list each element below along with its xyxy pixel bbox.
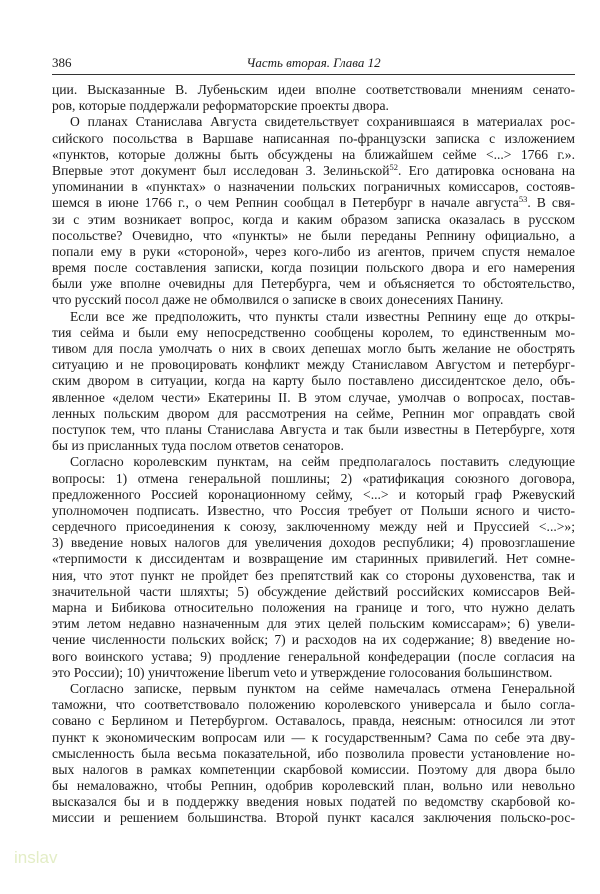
line-text: . В свя- — [527, 195, 575, 211]
text-line — [52, 292, 575, 308]
line-text: посольстве? Очевидно, что «пункты» не были переданы Репнину официально, а — [52, 227, 575, 243]
text-line — [52, 616, 575, 632]
line-text: вопросы: 1) отмена генеральной пошлины; 2) «ратификация союзного договора, — [52, 470, 575, 486]
paragraph — [52, 309, 575, 455]
page-number: 386 — [52, 55, 72, 70]
line-text: время после составления записки, когда позиции польского двора и его намерения — [52, 260, 575, 276]
text-line — [52, 390, 575, 406]
line-text: О планах Станислава Августа свидетельствует сохранившаяся в материалах рос- — [70, 114, 575, 130]
line-text: попали ему в руки «стороной», через кого-либо из агентов, причем спустя немалое — [52, 243, 575, 259]
line-text: таможни, что соответствовало положению королевского универсала и было согла- — [52, 697, 575, 713]
text-line — [52, 778, 575, 794]
text-line — [52, 519, 575, 535]
line-text: бы из присланных туда послом ответов сенаторов. — [52, 438, 344, 454]
line-text: что русский посол даже не обмолвился о записке в своих донесениях Панину. — [52, 292, 504, 308]
line-text: чение численности польских войск; 7) и расходов на их содержание; 8) введение но- — [52, 632, 575, 648]
text-line — [52, 195, 575, 211]
text-line — [52, 309, 575, 325]
text-line — [52, 649, 575, 665]
text-line — [52, 357, 575, 373]
text-line — [52, 438, 575, 454]
text-line — [52, 632, 575, 648]
footnote-ref[interactable]: 53 — [518, 195, 528, 205]
line-text: зи с этим возникает вопрос, когда и каким образом записка оказалась в русском — [52, 211, 575, 227]
text-line — [52, 471, 575, 487]
line-text: высказался бы и в поддержку введения новых податей по ведомству скарбовой ко- — [52, 794, 575, 810]
text-line — [52, 244, 575, 260]
text-line — [52, 341, 575, 357]
line-text: Согласно записке, первым пунктом на сейме намечалась отмена Генеральной — [70, 680, 575, 696]
text-line — [52, 212, 575, 228]
line-text: Если все же предположить, что пункты стали известны Репнину еще до откры- — [70, 308, 575, 324]
text-line — [52, 373, 575, 389]
line-text: пункт к экономическим вопросам или — к государственным? Сама по себе эта дву- — [52, 729, 575, 745]
line-text: смысленность была весьма показательной, ибо позволила провести установление но- — [52, 745, 575, 761]
line-text: вого воинского устава; 9) продление генеральной конфедерации (после согласия на — [52, 648, 575, 664]
line-text: этим летом недавно назначенным для этих целей польским комиссарам»; 6) увели- — [52, 616, 575, 632]
text-line — [52, 82, 575, 98]
text-line — [52, 810, 575, 826]
text-line — [52, 276, 575, 292]
text-line — [52, 730, 575, 746]
text-line — [52, 325, 575, 341]
line-text: «пунктов, которые должны быть обсуждены на ближайшем сейме <...> 1766 г.». — [52, 146, 575, 162]
text-line — [52, 584, 575, 600]
line-text: тивом для посла умолчать о них в своих депешах могло быть желание не обострять — [52, 341, 575, 356]
line-text: ленных польским двором для рассмотрения на сейме, Репнин мог оправдать свой — [52, 405, 575, 421]
line-text: ситуацию и не провоцировать конфликт между Станиславом Августом и петербург- — [52, 357, 575, 373]
text-line — [52, 228, 575, 244]
line-text: бы немаловажно, чтобы Репнин, одобрив королевский план, вольно или невольно — [52, 778, 575, 794]
line-text: «терпимости к диссидентам и возвращение им старинных привилегий. Нет сомне- — [52, 551, 575, 567]
page-header — [52, 52, 575, 75]
line-text: миссии и решением большинства. Второй пункт касался заключения польско-рос- — [52, 810, 575, 826]
text-line — [52, 179, 575, 195]
text-line — [52, 163, 575, 179]
text-line — [52, 665, 575, 681]
line-text: тия сейма и были ему непосредственно сообщены королем, то единственным мо- — [52, 324, 575, 340]
text-line — [52, 568, 575, 584]
text-line — [52, 697, 575, 713]
text-line — [52, 746, 575, 762]
paragraph — [52, 114, 575, 308]
text-line — [52, 503, 575, 519]
line-text: были уже вполне очевидны для Петербурга, чем и объясняется то обстоятельство, — [52, 276, 575, 292]
footnote-ref[interactable]: 52 — [389, 162, 398, 172]
text-line — [52, 147, 575, 163]
watermark: inslav — [14, 848, 58, 867]
text-line — [52, 260, 575, 276]
line-text: 3) введение новых налогов для увеличения доходов республики; 4) провозглашение — [52, 535, 575, 551]
line-text: уполномочен подписать. Известно, что Россия требует от Польши ясного и чисто- — [52, 502, 575, 518]
line-text: предложенного Россией коронационному сейму, <...> и который граф Ржевуский — [52, 486, 575, 502]
text-line — [52, 762, 575, 778]
line-text: сердечного присоединения к союзу, заключенному между ней и Пруссией <...>»; — [52, 519, 575, 535]
text-line — [52, 600, 575, 616]
text-line — [52, 98, 575, 114]
text-line — [52, 131, 575, 147]
line-text: Впервые этот документ был исследован З. Зелиньской — [52, 162, 390, 178]
line-text: ским двором в ситуации, когда на карту было поставлено диссидентское дело, объ- — [52, 373, 575, 389]
line-text: значительной части шляхты; 5) обсуждение действий российских комиссаров Вей- — [52, 583, 575, 599]
paragraph — [52, 681, 575, 827]
line-text: упоминании в «пунктах» о назначении польских пограничных комиссаров, состояв- — [52, 179, 575, 195]
line-text: марна и Бибикова относительно положения на границе и того, что нужно делать — [52, 600, 575, 615]
line-text: сийского посольства в Варшаве написанная по-французски записка с изложением — [52, 130, 575, 146]
paragraph — [52, 454, 575, 681]
text-line — [52, 551, 575, 567]
text-line — [52, 406, 575, 422]
line-text: вых налогов в рамках компетенции скарбовой комиссии. Поэтому для двора было — [52, 761, 575, 777]
text-line — [52, 713, 575, 729]
line-text: явленное «делом чести» Екатерины II. В этом случае, умолчав о вопросах, постав- — [52, 389, 575, 405]
line-text: Согласно королевским пунктам, на сейм предполагалось поставить следующие — [70, 454, 575, 470]
line-text: поступок тем, что планы Станислава Августа и так были известны в Петербурге, хотя — [52, 421, 575, 437]
line-text: ния, что этот пункт не пройдет без препятствий как со стороны духовенства, так и — [52, 567, 575, 583]
line-text: ции. Высказанные В. Лубеньским идеи вполне соответствовали мнениям сенато- — [52, 82, 575, 97]
line-text: шемся в июне 1766 г., о чем Репнин сообщал в Петербург в начале августа — [52, 195, 519, 211]
paragraph — [52, 82, 575, 114]
body-text — [52, 82, 575, 827]
running-head: Часть вторая. Глава 12 — [246, 55, 381, 70]
line-text: . Его датировка основана на — [398, 162, 575, 178]
text-line — [52, 454, 575, 470]
line-text: ров, которые поддержали реформаторские проекты двора. — [52, 98, 389, 114]
line-text: совано с Берлином и Петербургом. Оставалось, правда, неясным: относился ли этот — [52, 713, 575, 729]
text-line — [52, 422, 575, 438]
text-line — [52, 681, 575, 697]
text-line — [52, 794, 575, 810]
line-text: это России); 10) уничтожение liberum veto и утверждение голосования большинством. — [52, 664, 553, 680]
text-line — [52, 535, 575, 551]
text-line — [52, 487, 575, 503]
text-line — [52, 114, 575, 130]
